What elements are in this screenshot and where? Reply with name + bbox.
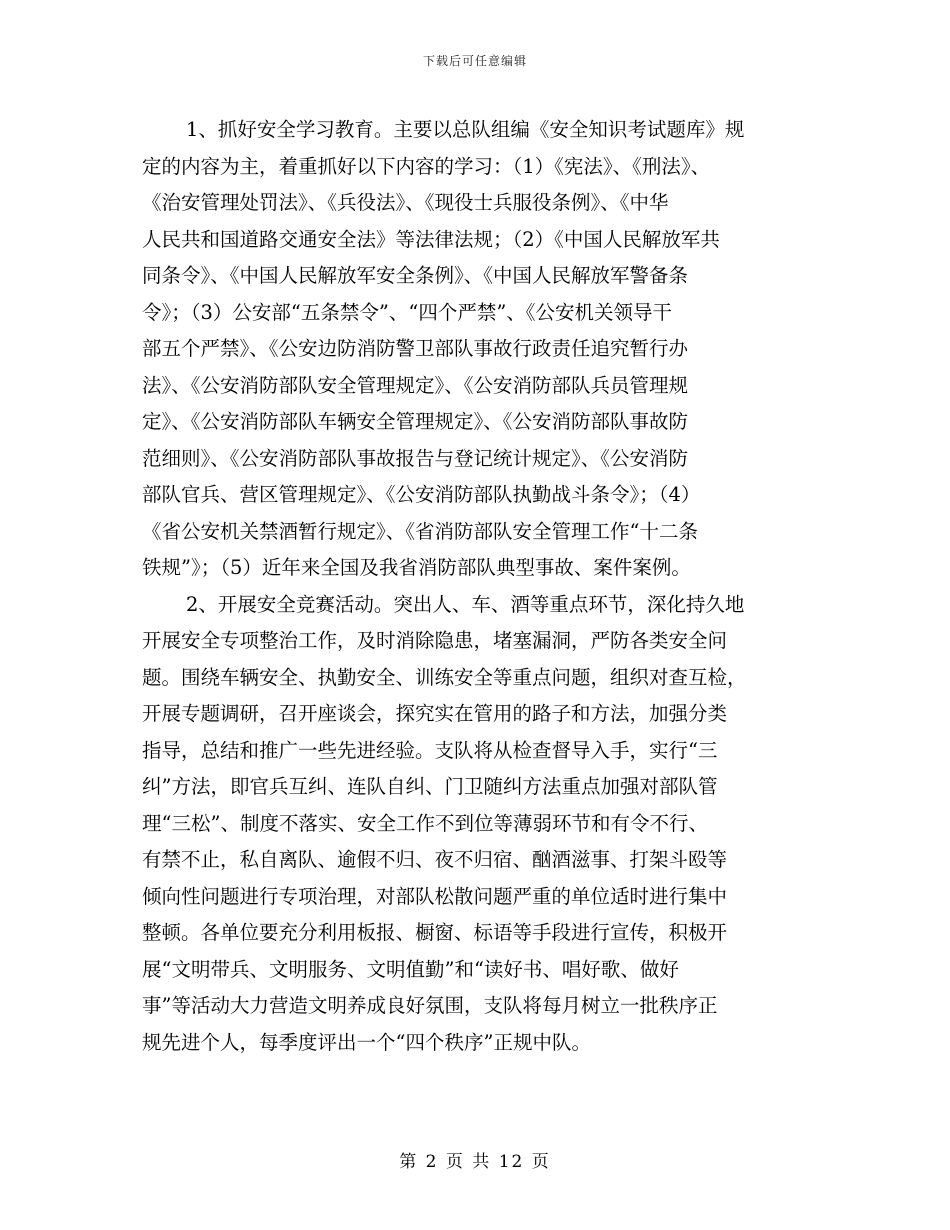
paragraph-2 <box>142 587 802 1062</box>
text-line: 同条令》、《中国人民解放军安全条例》、《中国人民解放军警备条 <box>142 264 689 287</box>
text-line: 定的内容为主，着重抓好以下内容的学习：（1）《宪法》、《刑法》、 <box>142 154 711 178</box>
document-body <box>142 112 802 1061</box>
paragraph-1 <box>142 112 802 587</box>
text-line: 铁规”》；（5）近年来全国及我省消防部队典型事故、案件案例。 <box>142 556 691 579</box>
text-line: 1、抓好安全学习教育。主要以总队组编《安全知识考试题库》规 <box>186 118 745 141</box>
text-line: 2、开展安全竞赛活动。突出人、车、酒等重点环节，深化持久地 <box>186 592 745 616</box>
text-line: 令》；（3）公安部“五条禁令”、“四个严禁”、《公安机关领导干 <box>142 300 673 324</box>
text-line: 展“文明带兵、文明服务、文明值勤”和“读好书、唱好歌、做好 <box>142 957 679 981</box>
text-line: 部五个严禁》、《公安边防消防警卫部队事故行政责任追究暂行办 <box>142 337 689 360</box>
text-line: 题。围绕车辆安全、执勤安全、训练安全等重点问题，组织对查互检， <box>142 665 747 689</box>
text-line: 有禁不止，私自离队、逾假不归、夜不归宿、酗酒滋事、打架斗殴等 <box>142 848 728 871</box>
text-line: 《治安管理处罚法》、《兵役法》、《现役士兵服役条例》、《中华 <box>142 191 669 214</box>
text-line: 指导，总结和推广一些先进经验。支队将从检查督导入手，实行“三 <box>142 738 718 762</box>
text-line: 倾向性问题进行专项治理，对部队松散问题严重的单位适时进行集中 <box>142 884 728 908</box>
text-line: 规先进个人，每季度评出一个“四个秩序”正规中队。 <box>142 1030 591 1054</box>
text-line: 开展专题调研，召开座谈会，探究实在管用的路子和方法，加强分类 <box>142 702 728 725</box>
text-line: 法》、《公安消防部队安全管理规定》、《公安消防部队兵员管理规 <box>142 373 689 397</box>
text-line: 开展安全专项整治工作，及时消除隐患，堵塞漏洞，严防各类安全问 <box>142 629 728 652</box>
text-line: 部队官兵、营区管理规定》、《公安消防部队执勤战斗条令》；（4） <box>142 483 701 506</box>
text-line: 事”等活动大力营造文明养成良好氛围，支队将每月树立一批秩序正 <box>142 994 718 1017</box>
text-line: 人民共和国道路交通安全法》等法律法规；（2）《中国人民解放军共 <box>142 227 720 251</box>
text-line: 整顿。各单位要充分利用板报、橱窗、标语等手段进行宣传，积极开 <box>142 921 728 944</box>
page-header: 下载后可任意编辑 <box>422 54 527 68</box>
page-number-footer: 第 2 页 共 12 页 <box>399 1152 551 1172</box>
text-line: 纠”方法，即官兵互纠、连队自纠、门卫随纠方法重点加强对部队管 <box>142 775 718 798</box>
text-line: 理“三松”、制度不落实、安全工作不到位等薄弱环节和有令不行、 <box>142 811 708 835</box>
text-line: 范细则》、《公安消防部队事故报告与登记统计规定》、《公安消防 <box>142 446 689 470</box>
text-line: 定》、《公安消防部队车辆安全管理规定》、《公安消防部队事故防 <box>142 410 689 433</box>
text-line: 《省公安机关禁酒暂行规定》、《省消防部队安全管理工作“十二条 <box>142 519 698 543</box>
